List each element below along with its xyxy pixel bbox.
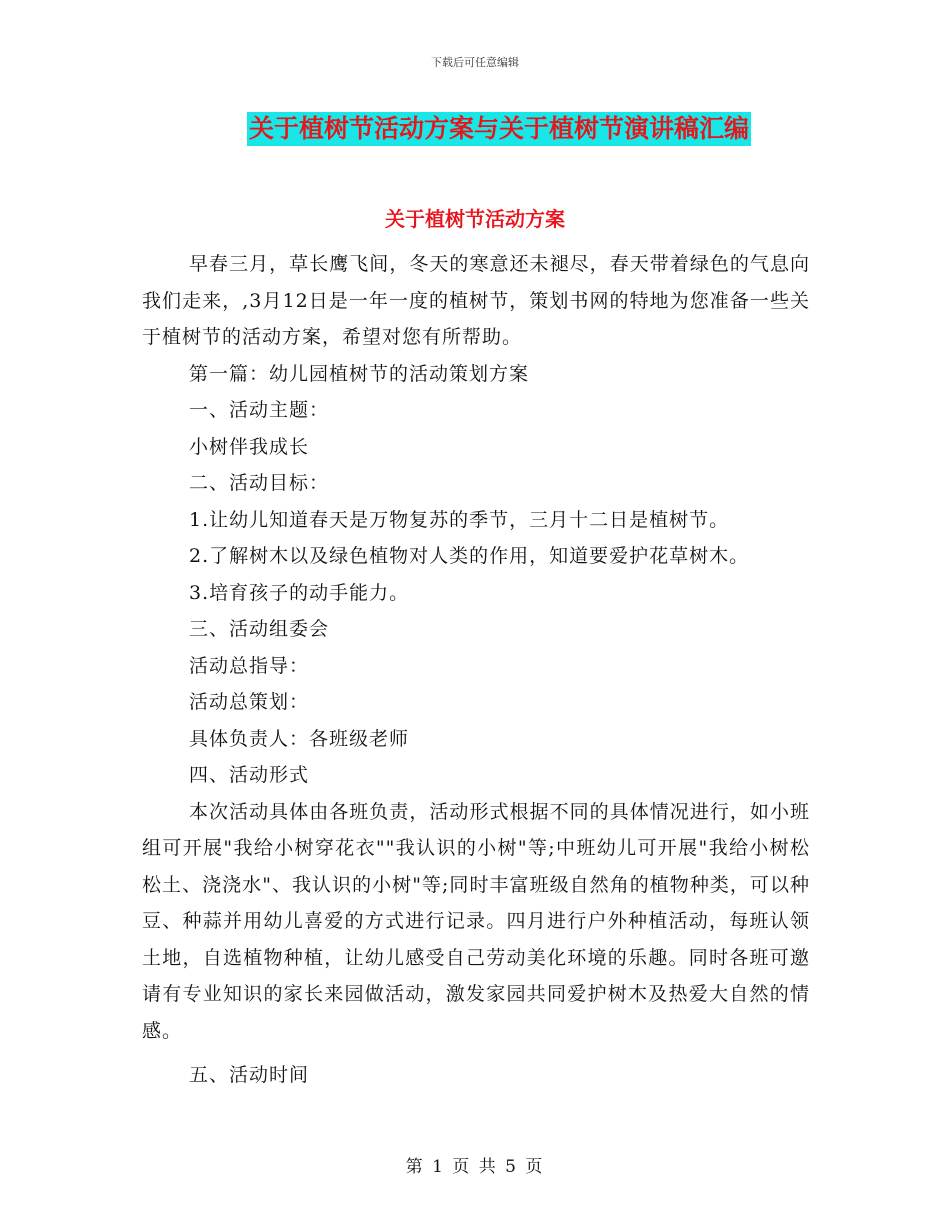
paragraph-time-heading: 五、活动时间	[189, 1064, 310, 1086]
paragraph-goal-1: 1.让幼儿知道春天是万物复苏的季节，三月十二日是植树节。	[189, 508, 730, 531]
paragraph-format-heading: 四、活动形式	[189, 764, 310, 786]
main-title: 关于植树节活动方案与关于植树节演讲稿汇编	[247, 112, 751, 146]
paragraph-chief-director: 活动总指导：	[189, 654, 310, 677]
paragraph-goals-heading: 二、活动目标：	[189, 472, 330, 494]
paragraph-part-one-title: 第一篇：幼儿园植树节的活动策划方案	[189, 362, 530, 385]
paragraph-chief-planner: 活动总策划：	[189, 691, 310, 713]
document-body	[142, 246, 810, 1094]
paragraph-goal-3: 3.培育孩子的动手能力。	[189, 581, 410, 604]
paragraph-theme: 小树伴我成长	[189, 435, 310, 458]
paragraph-goal-2: 2.了解树木以及绿色植物对人类的作用，知道要爱护花草树木。	[189, 545, 750, 567]
header-note: 下载后可任意编辑	[431, 56, 519, 69]
paragraph-committee-heading: 三、活动组委会	[189, 618, 330, 640]
paragraph-intro: 早春三月，草长鹰飞间，冬天的寒意还未褪尽，春天带着绿色的气息向我们走来，,3月12日是一年一度的植树节，策划书网的特地为您准备一些关于植树节的活动方案，希望对您有所帮助。	[142, 253, 810, 348]
page-number: 第 1 页 共 5 页	[405, 1157, 545, 1177]
main-title-wrap	[0, 112, 950, 146]
section-title: 关于植树节活动方案	[385, 207, 565, 231]
paragraph-theme-heading: 一、活动主题：	[189, 399, 330, 421]
paragraph-format-body: 本次活动具体由各班负责，活动形式根据不同的具体情况进行，如小班组可开展"我给小树穿花衣""我认识的小树"等;中班幼儿可开展"我给小树松松土、浇浇水"、我认识的小树"等;同时丰富班级自然角的植物种类，可以种豆、种蒜并用幼儿喜爱的方式进行记录。四月进行户外种植活动，每班认领土地，自选植物种植，让幼儿感受自己劳动美化环境的乐趣。同时各班可邀请有专业知识的家长来园做活动，激发家园共同爱护树木及热爱大自然的情感。	[142, 800, 810, 1042]
paragraph-responsible: 具体负责人：各班级老师	[189, 727, 410, 750]
